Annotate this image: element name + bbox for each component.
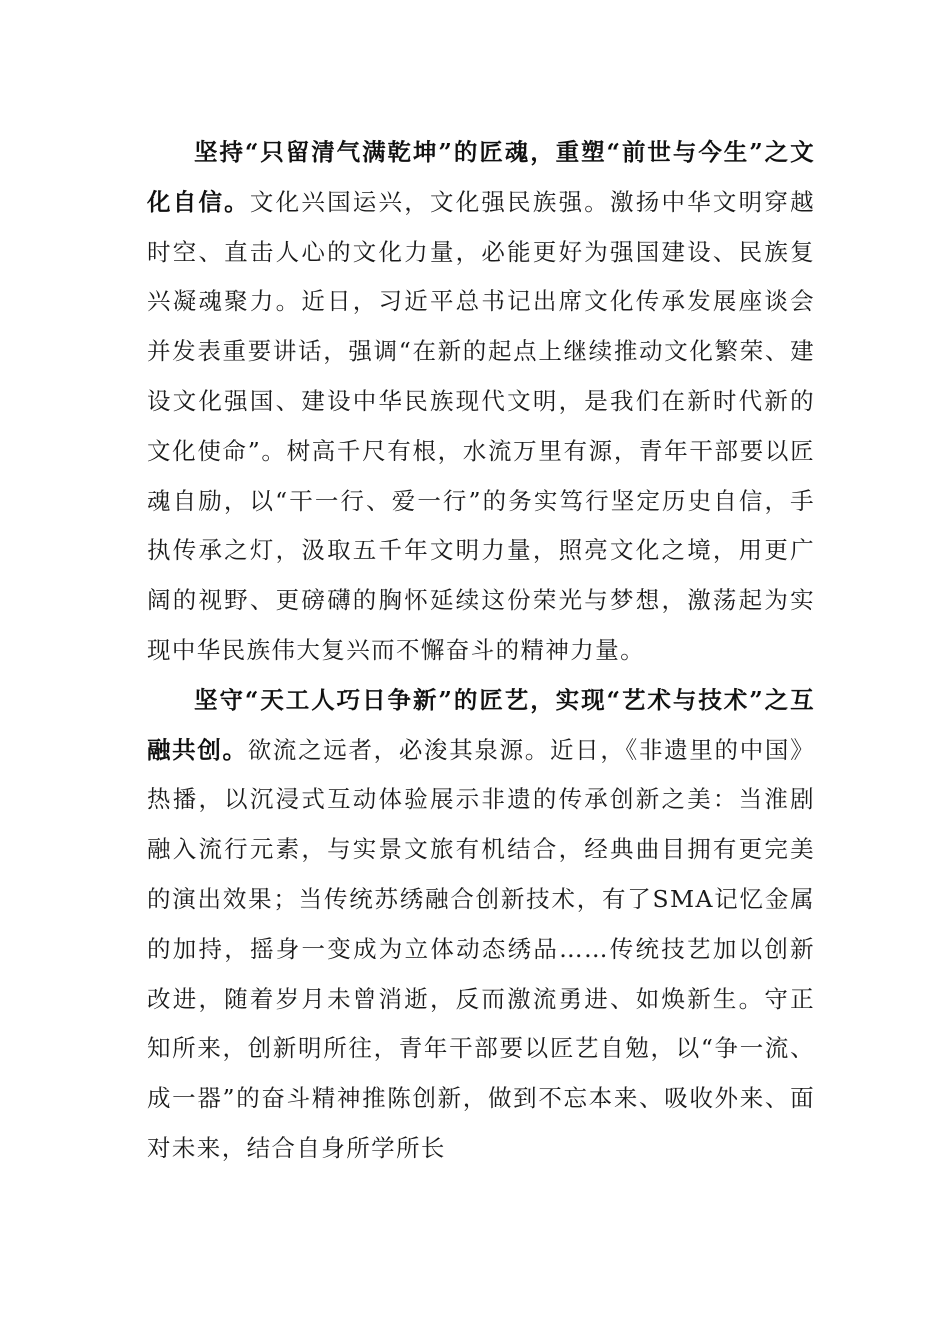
paragraph-text: 欲流之远者，必浚其泉源。近日，《非遗里的中国》热播，以沉浸式互动体验展示非遗的传承创新之美：当淮剧融入流行元素，与实景文旅有机结合，经典曲目拥有更完美的演出效果；当传统苏绣融合创新技术，有了SMA记忆金属的加持，摇身一变成为立体动态绣品……传统技艺加以创新改进，随着岁月未曾消逝，反而激流勇进、如焕新生。守正知所来，创新明所往，青年干部要以匠艺自勉，以“争一流、成一器”的奋斗精神推陈创新，做到不忘本来、吸收外来、面对未来，结合自身所学所长 bbox=[147, 735, 815, 1162]
paragraph-text: 文化兴国运兴，文化强民族强。激扬中华文明穿越时空、直击人心的文化力量，必能更好为强国建设、民族复兴凝魂聚力。近日，习近平总书记出席文化传承发展座谈会并发表重要讲话，强调“在新的起点上继续推动文化繁荣、建设文化强国、建设中华民族现代文明，是我们在新时代新的文化使命”。树高千尺有根，水流万里有源，青年干部要以匠魂自励，以“干一行、爱一行”的务实笃行坚定历史自信，手执传承之灯，汲取五千年文明力量，照亮文化之境，用更广阔的视野、更磅礴的胸怀延续这份荣光与梦想，激荡起为实现中华民族伟大复兴而不懈奋斗的精神力量。 bbox=[147, 187, 815, 664]
paragraph-art-and-technology bbox=[147, 676, 815, 1174]
paragraph-heading: 坚守“天工人巧日争新”的匠艺，实现“艺术与技术”之互融共创。 bbox=[147, 685, 815, 764]
document-body bbox=[147, 128, 815, 1174]
paragraph-cultural-confidence bbox=[147, 128, 815, 676]
paragraph-heading: 坚持“只留清气满乾坤”的匠魂，重塑“前世与今生”之文化自信。 bbox=[147, 138, 815, 216]
